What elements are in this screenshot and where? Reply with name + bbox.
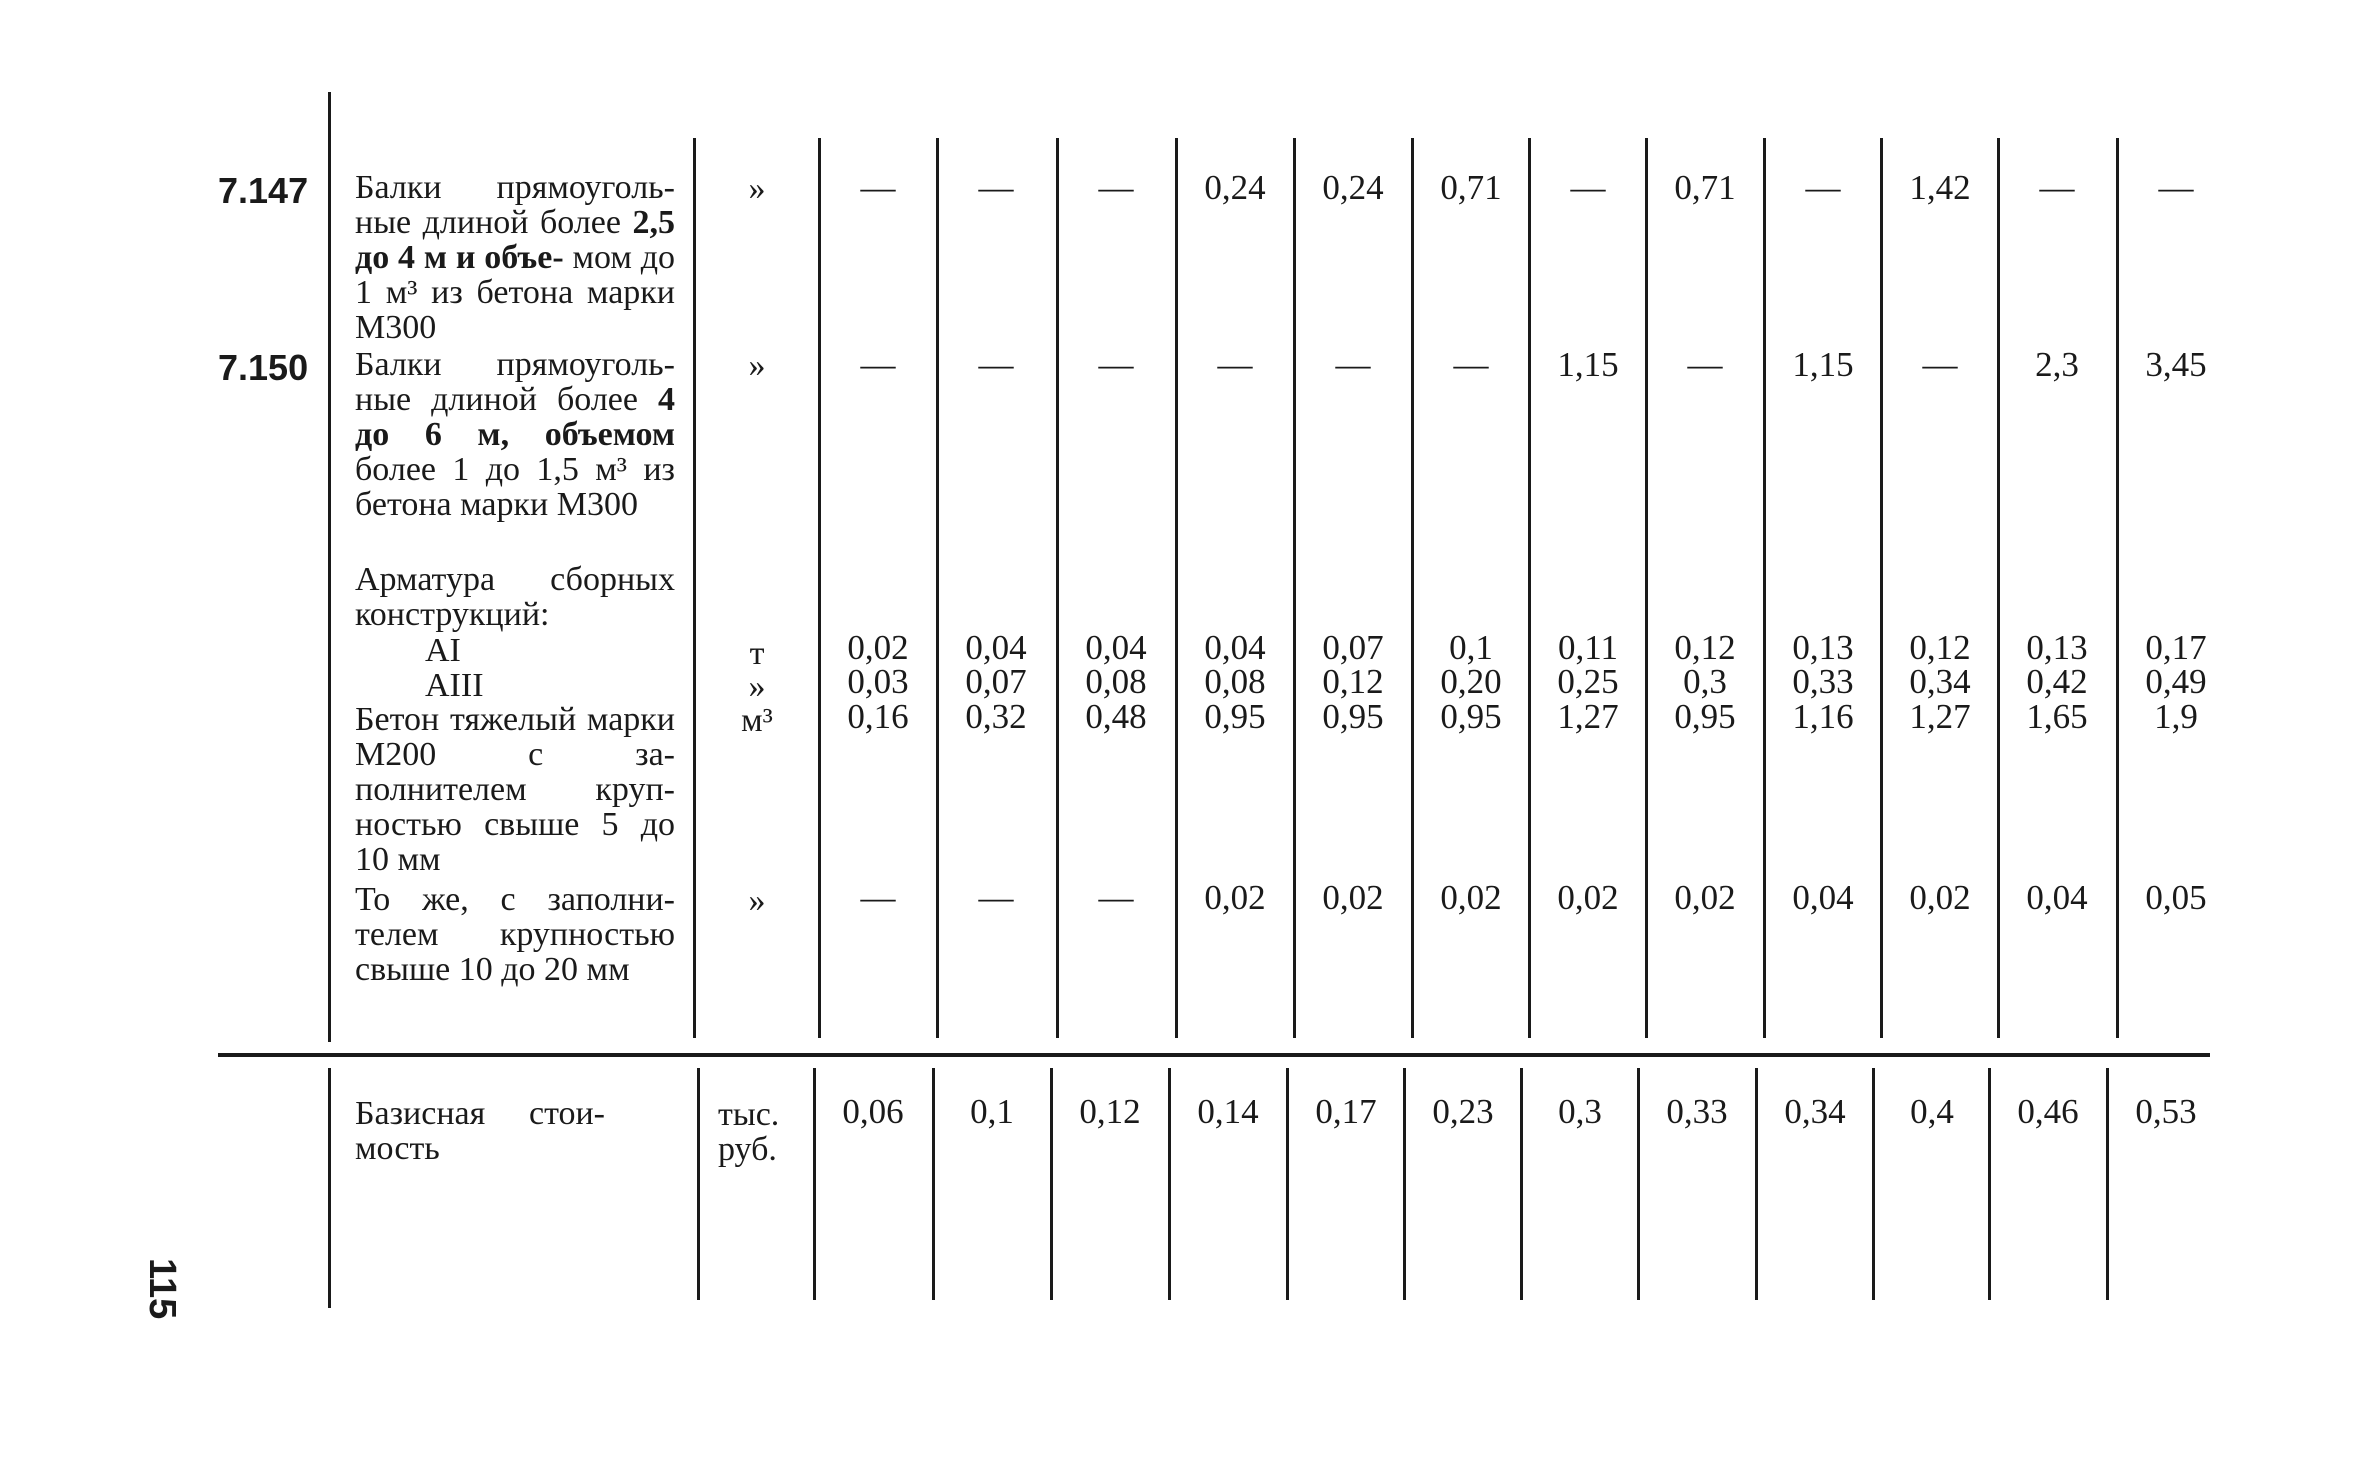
lower-col-divider-6 xyxy=(1520,1068,1523,1300)
value-cell-ai: 0,13 xyxy=(1792,628,1854,667)
value-cell-7150: 1,15 xyxy=(1792,345,1854,384)
value-cell-base-cost: 0,34 xyxy=(1784,1092,1846,1131)
value-cell-7150: 1,15 xyxy=(1557,345,1619,384)
value-cell-7150: — xyxy=(1453,345,1489,384)
base-cost-unit-2: руб. xyxy=(718,1131,777,1168)
value-cell-concrete: 1,16 xyxy=(1792,697,1854,736)
value-cell-ai: 0,12 xyxy=(1674,628,1736,667)
col-divider-3 xyxy=(1175,138,1178,1038)
lower-col-divider-3 xyxy=(1168,1068,1171,1300)
value-cell-7147: 1,42 xyxy=(1909,168,1971,207)
col-divider-10 xyxy=(1997,138,2000,1038)
value-cell-ai: 0,1 xyxy=(1449,628,1493,667)
value-cell-aiii: 0,3 xyxy=(1683,662,1727,701)
value-cell-7147: 0,24 xyxy=(1204,168,1266,207)
same-unit: » xyxy=(748,882,766,919)
value-cell-7150: — xyxy=(1335,345,1371,384)
col-divider-5 xyxy=(1411,138,1414,1038)
value-cell-same: 0,05 xyxy=(2145,878,2207,917)
value-cell-7147: — xyxy=(1805,168,1841,207)
col-divider-6 xyxy=(1528,138,1531,1038)
value-cell-same: 0,02 xyxy=(1322,878,1384,917)
value-cell-same: 0,02 xyxy=(1909,878,1971,917)
col-divider-9 xyxy=(1880,138,1883,1038)
desc-part-bold: 4 до 6 м, объемом xyxy=(355,381,675,453)
value-cell-7150: 3,45 xyxy=(2145,345,2207,384)
desc-part-bold: 2,5 до 4 м и объе- xyxy=(355,204,675,276)
value-cell-aiii: 0,42 xyxy=(2026,662,2088,701)
desc-part: Балки прямоуголь-ные длиной более xyxy=(355,346,675,418)
value-cell-7147: 0,71 xyxy=(1440,168,1502,207)
base-cost-unit-1: тыс. xyxy=(718,1096,780,1133)
value-cell-ai: 0,04 xyxy=(965,628,1027,667)
lower-col-divider-11 xyxy=(2106,1068,2109,1300)
row-description xyxy=(355,170,675,345)
value-cell-concrete: 1,27 xyxy=(1557,697,1619,736)
value-cell-7150: — xyxy=(1687,345,1723,384)
armature-label-ai: AI xyxy=(425,632,461,669)
value-cell-concrete: 0,95 xyxy=(1322,697,1384,736)
lower-col-divider-10 xyxy=(1988,1068,1991,1300)
lower-col-divider-unit xyxy=(813,1068,816,1300)
value-cell-concrete: 1,27 xyxy=(1909,697,1971,736)
value-cell-ai: 0,11 xyxy=(1558,628,1618,667)
col-divider-8 xyxy=(1763,138,1766,1038)
col-divider-unit xyxy=(818,138,821,1038)
armature-label-aiii: AIII xyxy=(425,667,484,704)
desc-part: мом до 1 м³ из бетона марки М300 xyxy=(355,239,675,346)
value-cell-same: — xyxy=(978,878,1014,917)
armature-unit-ai: т xyxy=(749,635,765,672)
value-cell-base-cost: 0,12 xyxy=(1079,1092,1141,1131)
value-cell-base-cost: 0,14 xyxy=(1197,1092,1259,1131)
value-cell-concrete: 1,65 xyxy=(2026,697,2088,736)
lower-col-divider-9 xyxy=(1872,1068,1875,1300)
value-cell-base-cost: 0,3 xyxy=(1558,1092,1602,1131)
lower-col-divider-5 xyxy=(1403,1068,1406,1300)
value-cell-7147: — xyxy=(2158,168,2194,207)
col-divider-code xyxy=(328,92,331,1042)
value-cell-base-cost: 0,46 xyxy=(2017,1092,2079,1131)
value-cell-aiii: 0,07 xyxy=(965,662,1027,701)
value-cell-7150: — xyxy=(978,345,1014,384)
value-cell-concrete: 0,95 xyxy=(1440,697,1502,736)
value-cell-base-cost: 0,17 xyxy=(1315,1092,1377,1131)
concrete-description: Бетон тяжелый марки М200 с за-полнителем круп-ностью свыше 5 до 10 мм xyxy=(355,701,675,878)
row-description xyxy=(355,347,675,522)
col-divider-2 xyxy=(1056,138,1059,1038)
value-cell-7147: — xyxy=(860,168,896,207)
value-cell-7150: — xyxy=(860,345,896,384)
value-cell-same: 0,02 xyxy=(1674,878,1736,917)
value-cell-7150: — xyxy=(1098,345,1134,384)
value-cell-same: 0,04 xyxy=(2026,878,2088,917)
lower-col-divider-7 xyxy=(1637,1068,1640,1300)
col-divider-4 xyxy=(1293,138,1296,1038)
value-cell-concrete: 0,48 xyxy=(1085,697,1147,736)
value-cell-ai: 0,02 xyxy=(847,628,909,667)
value-cell-aiii: 0,20 xyxy=(1440,662,1502,701)
desc-part: Балки прямоуголь-ные длиной более xyxy=(355,169,675,241)
lower-col-divider-code xyxy=(328,1068,331,1308)
col-divider-7 xyxy=(1645,138,1648,1038)
value-cell-aiii: 0,03 xyxy=(847,662,909,701)
lower-col-divider-2 xyxy=(1050,1068,1053,1300)
value-cell-ai: 0,13 xyxy=(2026,628,2088,667)
value-cell-same: 0,04 xyxy=(1792,878,1854,917)
value-cell-same: — xyxy=(1098,878,1134,917)
concrete-unit: м³ xyxy=(741,702,773,739)
value-cell-7147: 0,71 xyxy=(1674,168,1736,207)
value-cell-base-cost: 0,4 xyxy=(1910,1092,1954,1131)
value-cell-ai: 0,04 xyxy=(1085,628,1147,667)
armature-unit-aiii: » xyxy=(748,668,766,705)
value-cell-aiii: 0,49 xyxy=(2145,662,2207,701)
lower-col-divider-1 xyxy=(932,1068,935,1300)
row-code: 7.150 xyxy=(218,347,309,388)
value-cell-same: 0,02 xyxy=(1557,878,1619,917)
value-cell-7147: 0,24 xyxy=(1322,168,1384,207)
col-divider-1 xyxy=(936,138,939,1038)
lower-col-divider-4 xyxy=(1286,1068,1289,1300)
row-unit: » xyxy=(748,347,766,384)
value-cell-ai: 0,04 xyxy=(1204,628,1266,667)
value-cell-aiii: 0,25 xyxy=(1557,662,1619,701)
value-cell-same: 0,02 xyxy=(1440,878,1502,917)
value-cell-7150: 2,3 xyxy=(2035,345,2079,384)
value-cell-aiii: 0,34 xyxy=(1909,662,1971,701)
value-cell-concrete: 0,32 xyxy=(965,697,1027,736)
value-cell-same: 0,02 xyxy=(1204,878,1266,917)
same-description: То же, с заполни-телем крупностью свыше 10 до 20 мм xyxy=(355,881,675,988)
value-cell-aiii: 0,12 xyxy=(1322,662,1384,701)
value-cell-base-cost: 0,33 xyxy=(1666,1092,1728,1131)
value-cell-7150: — xyxy=(1922,345,1958,384)
lower-col-divider-desc xyxy=(697,1068,700,1300)
value-cell-base-cost: 0,1 xyxy=(970,1092,1014,1131)
value-cell-7147: — xyxy=(1570,168,1606,207)
value-cell-ai: 0,12 xyxy=(1909,628,1971,667)
armature-heading: Арматура сборных конструкций: xyxy=(355,561,675,633)
col-divider-11 xyxy=(2116,138,2119,1038)
value-cell-concrete: 1,9 xyxy=(2154,697,2198,736)
value-cell-ai: 0,07 xyxy=(1322,628,1384,667)
row-code: 7.147 xyxy=(218,170,309,211)
value-cell-ai: 0,17 xyxy=(2145,628,2207,667)
base-cost-description: Базисная стои-мость xyxy=(355,1095,605,1167)
value-cell-aiii: 0,33 xyxy=(1792,662,1854,701)
value-cell-7150: — xyxy=(1217,345,1253,384)
value-cell-base-cost: 0,06 xyxy=(842,1092,904,1131)
value-cell-aiii: 0,08 xyxy=(1204,662,1266,701)
table-separator xyxy=(218,1053,2210,1057)
value-cell-same: — xyxy=(860,878,896,917)
col-divider-desc xyxy=(693,138,696,1038)
desc-part: более 1 до 1,5 м³ из бетона марки М300 xyxy=(355,451,675,523)
value-cell-7147: — xyxy=(978,168,1014,207)
value-cell-concrete: 0,95 xyxy=(1204,697,1266,736)
value-cell-base-cost: 0,23 xyxy=(1432,1092,1494,1131)
value-cell-concrete: 0,16 xyxy=(847,697,909,736)
value-cell-base-cost: 0,53 xyxy=(2135,1092,2197,1131)
lower-col-divider-8 xyxy=(1755,1068,1758,1300)
row-unit: » xyxy=(748,170,766,207)
value-cell-7147: — xyxy=(2039,168,2075,207)
page-number: 115 xyxy=(141,1258,183,1320)
value-cell-concrete: 0,95 xyxy=(1674,697,1736,736)
value-cell-aiii: 0,08 xyxy=(1085,662,1147,701)
value-cell-7147: — xyxy=(1098,168,1134,207)
